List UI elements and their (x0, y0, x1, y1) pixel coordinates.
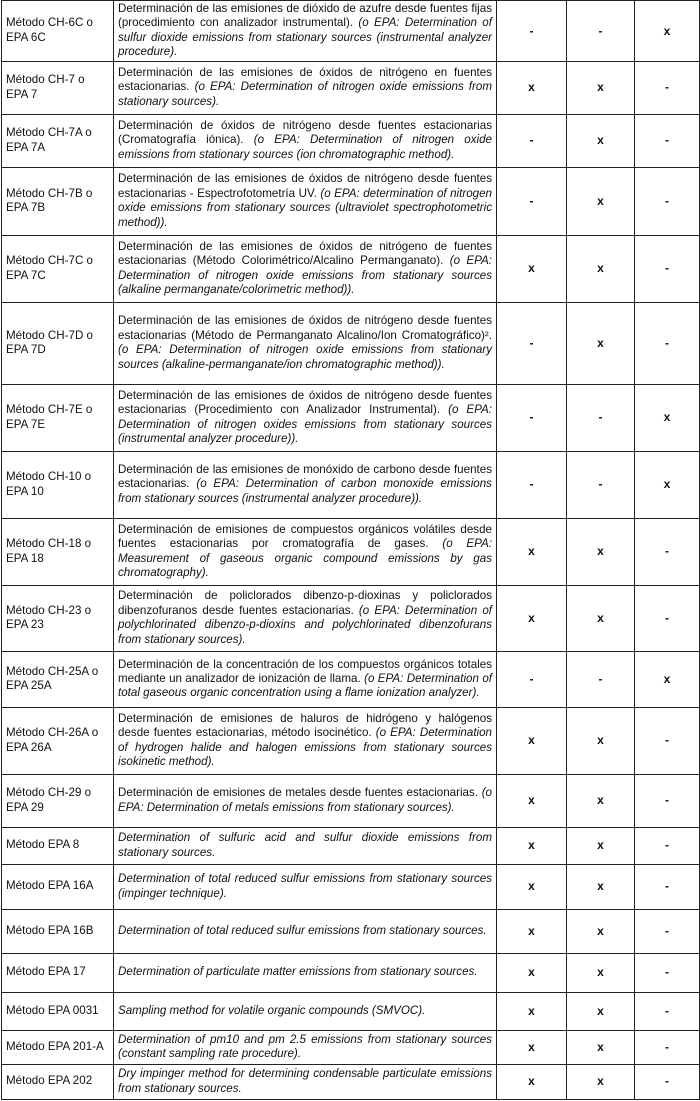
description-spanish: Determinación de las emisiones de óxidos de nitrógeno de fuentes estacionarias (Método Colorimétrico/Alcalino Permanganato). (118, 239, 492, 268)
description-cell (114, 518, 497, 585)
description-english: (o EPA: Determination of hydrogen halide and halogen emissions from stationary sources isokinetic method). (118, 726, 493, 769)
method-cell: Método EPA 201-A (2, 1030, 114, 1064)
description-cell (114, 1, 497, 62)
applicability-mark-col1: x (497, 774, 567, 827)
method-cell: Método EPA 8 (2, 827, 114, 864)
applicability-mark-col1: - (497, 302, 567, 384)
method-cell: Método CH-25A o EPA 25A (2, 651, 114, 707)
description-spanish: Determinación de las emisiones de dióxido de azufre desde fuentes fijas (procedimiento con analizador instrumental). (118, 2, 492, 30)
applicability-mark-col2: x (567, 167, 635, 235)
method-cell: Método EPA 202 (2, 1064, 114, 1099)
applicability-mark-col3: - (635, 518, 700, 585)
applicability-mark-col3: - (635, 992, 700, 1030)
applicability-mark-col3: - (635, 114, 700, 167)
description-spanish: Determinación de las emisiones de óxidos de nitrógeno desde fuentes estacionarias (Procedimiento con Analizador Instrumental). (118, 388, 492, 417)
description-spanish: Determinación de las emisiones de óxidos de nitrógeno en fuentes estacionarias. (118, 66, 492, 94)
applicability-mark-col3: - (635, 585, 700, 651)
description-english: Determination of particulate matter emissions from stationary sources. (118, 965, 478, 979)
applicability-mark-col3: x (635, 451, 700, 518)
table-row (2, 518, 700, 585)
applicability-mark-col1: x (497, 1064, 567, 1099)
description-cell (114, 302, 497, 384)
description-spanish: Determinación de las emisiones de óxidos de nitrógeno desde fuentes estacionarias - Espectrofotometría UV. (118, 172, 492, 200)
table-row (2, 864, 700, 909)
applicability-mark-col3: - (635, 953, 700, 992)
description-english: (o EPA: Determination of nitrogen oxide emissions from stationary sources (ion chromatographic method). (118, 133, 492, 161)
applicability-mark-col1: x (497, 953, 567, 992)
description-cell (114, 864, 497, 909)
applicability-mark-col2: x (567, 114, 635, 167)
table-row (2, 1, 700, 62)
applicability-mark-col3: - (635, 707, 700, 774)
description-english: (o EPA: Determination of nitrogen oxide emissions from stationary sources (alkaline-permanganate/ion chromatographic method)). (118, 343, 492, 371)
applicability-mark-col1: x (497, 1030, 567, 1064)
applicability-mark-col3: - (635, 1030, 700, 1064)
applicability-mark-col2: x (567, 235, 635, 302)
description-english: Determination of pm10 and pm 2.5 emissions from stationary sources (constant sampling rate procedure). (118, 1032, 492, 1061)
table-row (2, 302, 700, 384)
applicability-mark-col2: x (567, 827, 635, 864)
description-spanish: Determinación de las emisiones de monóxido de carbono desde fuentes estacionarias. (118, 463, 492, 491)
table-row (2, 61, 700, 114)
method-cell: Método CH-7E o EPA 7E (2, 384, 114, 451)
table-row (2, 827, 700, 864)
applicability-mark-col2: - (567, 651, 635, 707)
applicability-mark-col3: - (635, 302, 700, 384)
description-english: (o EPA: Measurement of gaseous organic compound emissions by gas chromatography). (118, 537, 492, 580)
applicability-mark-col3: - (635, 864, 700, 909)
applicability-mark-col1: - (497, 451, 567, 518)
description-cell (114, 585, 497, 651)
table-row (2, 451, 700, 518)
applicability-mark-col1: - (497, 1, 567, 62)
method-cell: Método EPA 17 (2, 953, 114, 992)
method-cell: Método CH-7A o EPA 7A (2, 114, 114, 167)
description-spanish: Determinación de la concentración de los compuestos orgánicos totales mediante un analizador de ionización de llama. (118, 657, 492, 685)
description-cell (114, 167, 497, 235)
description-spanish: Determinación de policlorados dibenzo-p-dioxinas y policlorados dibenzofuranos desde fuentes estacionarias. (118, 589, 492, 617)
description-cell (114, 992, 497, 1030)
description-cell (114, 1064, 497, 1099)
applicability-mark-col2: - (567, 384, 635, 451)
description-cell (114, 1030, 497, 1064)
table-row (2, 114, 700, 167)
applicability-mark-col1: - (497, 114, 567, 167)
applicability-mark-col1: - (497, 384, 567, 451)
table-row (2, 235, 700, 302)
applicability-mark-col1: x (497, 235, 567, 302)
applicability-mark-col1: x (497, 864, 567, 909)
table-row (2, 1064, 700, 1099)
description-spanish: Determinación de óxidos de nitrógeno desde fuentes estacionarias (Cromatografía iónica). (118, 119, 492, 147)
method-cell: Método CH-23 o EPA 23 (2, 585, 114, 651)
description-english: (o EPA: Determination of sulfur dioxide emissions from stationary sources (instrumental analyzer procedure). (118, 16, 492, 59)
applicability-mark-col2: x (567, 707, 635, 774)
applicability-mark-col1: - (497, 167, 567, 235)
description-cell (114, 827, 497, 864)
description-spanish: Determinación de emisiones de metales desde fuentes estacionarias. (118, 786, 479, 800)
description-cell (114, 61, 497, 114)
applicability-mark-col2: x (567, 61, 635, 114)
description-cell (114, 235, 497, 302)
table-row (2, 774, 700, 827)
applicability-mark-col3: - (635, 774, 700, 827)
table-row (2, 992, 700, 1030)
applicability-mark-col2: x (567, 585, 635, 651)
description-english: (o EPA: Determination of carbon monoxide emissions from stationary sources (instrumental analyzer procedure)). (118, 477, 492, 505)
table-row (2, 384, 700, 451)
table-row (2, 651, 700, 707)
applicability-mark-col2: x (567, 1030, 635, 1064)
applicability-mark-col3: x (635, 1, 700, 62)
applicability-mark-col3: x (635, 651, 700, 707)
description-cell (114, 384, 497, 451)
description-spanish: Determinación de las emisiones de óxidos de nitrógeno desde fuentes estacionarias (Método de Permanganato Alcalino/Ion Cromatográfico)². (118, 314, 492, 342)
table-row (2, 909, 700, 953)
table-row (2, 585, 700, 651)
applicability-mark-col2: x (567, 953, 635, 992)
applicability-mark-col3: x (635, 384, 700, 451)
applicability-mark-col2: x (567, 518, 635, 585)
description-english: Determination of sulfuric acid and sulfur dioxide emissions from stationary sources. (118, 831, 492, 859)
description-english: (o EPA: determination of nitrogen oxide emissions from stationary sources (ultraviolet spectrophotometric method)). (118, 186, 492, 229)
applicability-mark-col2: x (567, 864, 635, 909)
table-row (2, 1030, 700, 1064)
table-row (2, 707, 700, 774)
applicability-mark-col2: x (567, 302, 635, 384)
applicability-mark-col3: - (635, 909, 700, 953)
applicability-mark-col1: x (497, 909, 567, 953)
applicability-mark-col2: x (567, 909, 635, 953)
applicability-mark-col2: x (567, 774, 635, 827)
applicability-mark-col1: x (497, 61, 567, 114)
applicability-mark-col1: x (497, 585, 567, 651)
description-spanish: Determinación de emisiones de haluros de hidrógeno y halógenos desde fuentes estacionarias, método isocinético. (118, 711, 492, 740)
applicability-mark-col1: - (497, 651, 567, 707)
applicability-mark-col1: x (497, 518, 567, 585)
applicability-mark-col2: - (567, 451, 635, 518)
description-english: (o EPA: Determination of total gaseous organic concentration using a flame ionization analyzer). (118, 671, 492, 700)
method-cell: Método CH-7B o EPA 7B (2, 167, 114, 235)
description-english: Dry impinger method for determining condensable particulate emissions from stationary sources. (118, 1067, 492, 1095)
method-cell: Método CH-7 o EPA 7 (2, 61, 114, 114)
description-cell (114, 774, 497, 827)
description-cell (114, 651, 497, 707)
method-cell: Método CH-26A o EPA 26A (2, 707, 114, 774)
applicability-mark-col2: x (567, 1064, 635, 1099)
method-cell: Método CH-7D o EPA 7D (2, 302, 114, 384)
description-cell (114, 953, 497, 992)
description-english: (o EPA: Determination of metals emissions from stationary sources). (118, 786, 492, 814)
description-cell (114, 451, 497, 518)
methods-table (1, 0, 700, 1100)
method-cell: Método CH-18 o EPA 18 (2, 518, 114, 585)
description-cell (114, 909, 497, 953)
applicability-mark-col1: x (497, 992, 567, 1030)
description-spanish: Determinación de emisiones de compuestos orgánicos volátiles desde fuentes estacionarias por cromatografía de gases. (118, 522, 492, 551)
method-cell: Método CH-7C o EPA 7C (2, 235, 114, 302)
description-cell (114, 114, 497, 167)
method-cell: Método CH-6C o EPA 6C (2, 1, 114, 62)
applicability-mark-col2: x (567, 992, 635, 1030)
methods-table-body (2, 1, 700, 1100)
method-cell: Método CH-29 o EPA 29 (2, 774, 114, 827)
method-cell: Método CH-10 o EPA 10 (2, 451, 114, 518)
applicability-mark-col1: x (497, 827, 567, 864)
description-english: (o EPA: Determination of polychlorinated dibenzo-p-dioxins and polychlorinated dibenzofurans from stationary sources). (118, 603, 492, 646)
applicability-mark-col1: x (497, 707, 567, 774)
method-cell: Método EPA 16A (2, 864, 114, 909)
method-cell: Método EPA 16B (2, 909, 114, 953)
applicability-mark-col3: - (635, 61, 700, 114)
table-row (2, 167, 700, 235)
method-cell: Método EPA 0031 (2, 992, 114, 1030)
applicability-mark-col3: - (635, 827, 700, 864)
applicability-mark-col3: - (635, 1064, 700, 1099)
description-english: Determination of total reduced sulfur emissions from stationary sources (impinger technique). (118, 872, 492, 900)
description-english: Determination of total reduced sulfur emissions from stationary sources. (118, 923, 487, 937)
description-english: (o EPA: Determination of nitrogen oxides emissions from stationary sources (instrumental analyzer procedure)). (118, 403, 492, 446)
applicability-mark-col2: - (567, 1, 635, 62)
description-cell (114, 707, 497, 774)
table-row (2, 953, 700, 992)
applicability-mark-col3: - (635, 167, 700, 235)
description-english: Sampling method for volatile organic compounds (SMVOC). (118, 1003, 426, 1017)
description-english: (o EPA: Determination of nitrogen oxide emissions from stationary sources). (118, 80, 492, 108)
description-english: (o EPA: Determination of nitrogen oxide emissions from stationary sources (alkaline permanganate/colorimetric method)). (118, 254, 492, 297)
applicability-mark-col3: - (635, 235, 700, 302)
